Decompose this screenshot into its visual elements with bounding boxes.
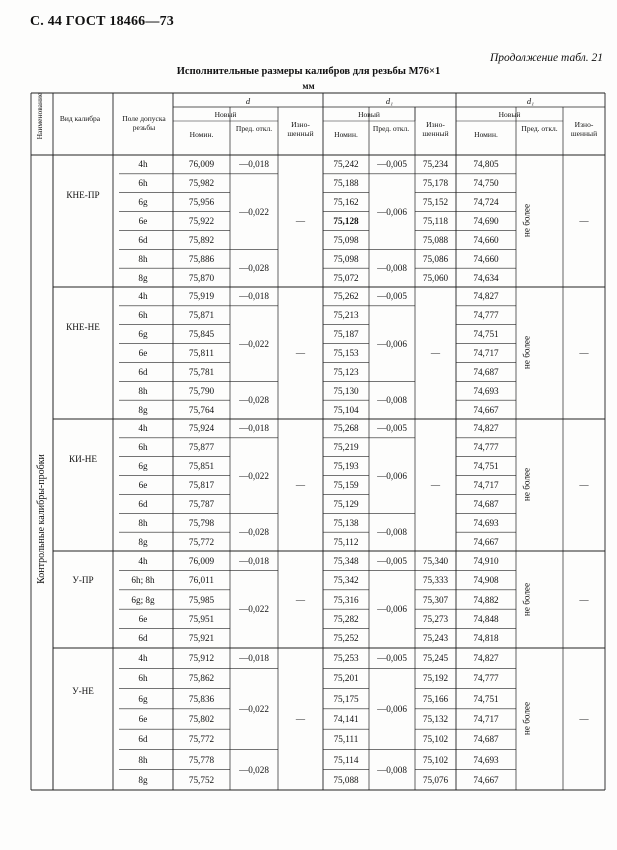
gauge-type-label: У-ПР xyxy=(72,575,94,586)
d-deviation-cell: —0,018 xyxy=(239,555,269,566)
d1-deviation-cell: —0,006 xyxy=(377,703,407,714)
d-nominal-cell: 75,951 xyxy=(188,613,215,624)
d-nominal-cell: 75,862 xyxy=(188,673,215,684)
d-nominal-cell: 75,790 xyxy=(188,385,215,396)
d-deviation-cell: —0,018 xyxy=(239,159,269,170)
d2-deviation-cell: не более xyxy=(521,335,532,370)
d-deviation-cell: —0,022 xyxy=(239,604,269,615)
d1-deviation-cell: —0,008 xyxy=(377,527,407,538)
d-deviation-cell: —0,028 xyxy=(239,263,269,274)
tolerance-field-cell: 6d xyxy=(138,234,148,245)
d1-worn-cell: 75,086 xyxy=(422,253,449,264)
tolerance-field-cell: 4h xyxy=(138,291,148,302)
continuation-label: Продолжение табл. 21 xyxy=(490,52,603,64)
tolerance-field-cell: 6e xyxy=(138,348,148,358)
d-nominal-cell: 75,845 xyxy=(188,329,215,340)
d-nominal-cell: 75,924 xyxy=(188,423,215,434)
d2-deviation-cell: не более xyxy=(521,467,532,502)
tolerance-field-cell: 8g xyxy=(138,272,148,283)
d-nominal-cell: 75,922 xyxy=(188,216,215,226)
d2-worn-cell: — xyxy=(579,480,589,490)
d-deviation-cell: —0,018 xyxy=(239,423,269,434)
d1-worn-cell: 75,152 xyxy=(422,197,449,208)
d1-nominal-cell: 75,123 xyxy=(333,366,359,377)
header-d1-new: Новый xyxy=(358,110,380,119)
tolerance-field-cell: 4h xyxy=(138,423,148,434)
d1-nominal-cell: 75,268 xyxy=(333,423,359,434)
d1-nominal-cell: 75,193 xyxy=(333,461,359,472)
d1-deviation-cell: —0,006 xyxy=(377,206,407,217)
d2-nominal-cell: 74,827 xyxy=(473,291,499,302)
tolerance-field-cell: 6h xyxy=(138,442,148,453)
tolerance-field-cell: 6h xyxy=(138,673,148,684)
d-nominal-cell: 75,985 xyxy=(188,594,215,605)
d1-nominal-cell: 75,088 xyxy=(333,774,359,785)
d2-nominal-cell: 74,717 xyxy=(473,348,499,358)
d-nominal-cell: 75,817 xyxy=(188,480,215,490)
tolerance-field-cell: 4h xyxy=(138,653,148,664)
d2-nominal-cell: 74,693 xyxy=(473,754,499,765)
d-nominal-cell: 75,752 xyxy=(188,774,215,785)
tolerance-field-cell: 6e xyxy=(138,613,148,624)
d1-worn-cell: 75,102 xyxy=(422,754,449,765)
d2-nominal-cell: 74,667 xyxy=(473,774,499,785)
d2-nominal-cell: 74,687 xyxy=(473,734,499,745)
header-d1-deviation: Пред. откл. xyxy=(372,124,410,133)
d1-nominal-cell: 75,252 xyxy=(333,633,359,644)
units-label: мм xyxy=(302,81,315,91)
d-worn-cell: — xyxy=(295,480,306,490)
d1-worn-cell: 75,340 xyxy=(422,555,449,566)
d1-deviation-cell: —0,008 xyxy=(377,395,407,406)
d1-worn-cell: — xyxy=(430,480,441,490)
d1-nominal-cell: 75,188 xyxy=(333,178,359,189)
d1-worn-cell: 75,273 xyxy=(422,613,449,624)
tolerance-field-cell: 6d xyxy=(138,734,148,745)
d1-nominal-cell: 75,072 xyxy=(333,272,359,283)
d2-nominal-cell: 74,667 xyxy=(473,404,499,415)
d-nominal-cell: 76,011 xyxy=(189,575,214,586)
d2-nominal-cell: 74,687 xyxy=(473,498,499,509)
d-nominal-cell: 75,802 xyxy=(188,714,215,724)
d1-nominal-cell: 75,159 xyxy=(333,480,359,490)
d2-worn-cell: — xyxy=(579,216,589,226)
d2-nominal-cell: 74,750 xyxy=(473,178,499,189)
header-d-deviation: Пред. откл. xyxy=(235,124,273,133)
d-nominal-cell: 75,836 xyxy=(188,693,215,704)
data-table xyxy=(31,93,605,790)
d1-nominal-cell: 75,129 xyxy=(333,498,359,509)
d1-nominal-cell: 75,098 xyxy=(333,253,359,264)
d2-nominal-cell: 74,908 xyxy=(473,575,499,586)
d1-nominal-cell: 75,187 xyxy=(333,329,359,340)
d1-nominal-cell: 75,262 xyxy=(333,291,359,302)
d-nominal-cell: 75,787 xyxy=(188,498,215,509)
header-d2-worn: Изно- шенный xyxy=(570,120,598,138)
d1-worn-cell: 75,088 xyxy=(422,234,449,245)
d2-nominal-cell: 74,717 xyxy=(473,480,499,490)
d-deviation-cell: —0,018 xyxy=(239,653,269,664)
d1-nominal-cell: 75,342 xyxy=(333,575,359,586)
d1-nominal-cell: 75,104 xyxy=(333,404,359,415)
d1-nominal-cell: 75,111 xyxy=(333,734,359,745)
d2-worn-cell: — xyxy=(579,714,589,724)
d-worn-cell: — xyxy=(295,348,306,358)
d2-nominal-cell: 74,818 xyxy=(473,633,499,644)
header-d1-nominal: Номин. xyxy=(334,130,358,139)
d-worn-cell: — xyxy=(295,594,306,605)
tolerance-field-cell: 6h; 8h xyxy=(131,575,155,586)
d1-worn-cell: 75,060 xyxy=(422,272,449,283)
tolerance-field-cell: 8g xyxy=(138,404,148,415)
d-nominal-cell: 75,764 xyxy=(188,404,215,415)
d1-deviation-cell: —0,005 xyxy=(377,159,407,170)
d-nominal-cell: 75,781 xyxy=(188,366,215,377)
d1-nominal-cell: 74,141 xyxy=(333,714,359,724)
d1-nominal-cell: 75,175 xyxy=(333,693,359,704)
header-d2: d₁ xyxy=(526,96,535,106)
tolerance-field-cell: 6d xyxy=(138,366,148,377)
tolerance-field-cell: 8g xyxy=(138,536,148,547)
d1-nominal-cell: 75,130 xyxy=(333,385,359,396)
gauge-type-label: КНЕ-НЕ xyxy=(66,321,100,332)
d1-worn-cell: 75,333 xyxy=(422,575,449,586)
d2-nominal-cell: 74,751 xyxy=(473,693,499,704)
d2-worn-cell: — xyxy=(579,348,589,358)
d1-nominal-cell: 75,316 xyxy=(333,594,359,605)
d1-worn-cell: 75,192 xyxy=(422,673,449,684)
d-nominal-cell: 75,912 xyxy=(188,653,215,664)
gauge-type-label: КНЕ-ПР xyxy=(66,189,100,200)
d-nominal-cell: 75,919 xyxy=(188,291,215,302)
d-nominal-cell: 76,009 xyxy=(188,159,215,170)
d1-worn-cell: 75,243 xyxy=(422,633,449,644)
d1-deviation-cell: —0,008 xyxy=(377,764,407,775)
page-header: С. 44 ГОСТ 18466—73 xyxy=(30,14,174,29)
tolerance-field-cell: 8h xyxy=(138,385,148,396)
gauge-type-label: У-НЕ xyxy=(72,685,94,696)
d2-nominal-cell: 74,634 xyxy=(473,272,499,283)
d1-nominal-cell: 75,153 xyxy=(333,348,359,358)
d1-nominal-cell: 75,201 xyxy=(333,673,359,684)
tolerance-field-cell: 6h xyxy=(138,310,148,321)
d2-nominal-cell: 74,882 xyxy=(473,594,499,605)
d-nominal-cell: 75,982 xyxy=(188,178,215,189)
header-d-nominal: Номин. xyxy=(189,130,214,139)
tolerance-field-cell: 8h xyxy=(138,754,148,765)
tolerance-field-cell: 6e xyxy=(138,714,148,724)
header-d2-deviation: Пред. откл. xyxy=(521,124,558,133)
table-title: Исполнительные размеры калибров для резьбы М76×1 xyxy=(176,66,441,77)
d1-deviation-cell: —0,005 xyxy=(377,291,407,302)
d-nominal-cell: 75,772 xyxy=(188,734,215,745)
d1-deviation-cell: —0,005 xyxy=(377,423,407,434)
d1-deviation-cell: —0,008 xyxy=(377,263,407,274)
d-deviation-cell: —0,028 xyxy=(239,395,269,406)
d1-worn-cell: 75,234 xyxy=(422,159,449,170)
d-deviation-cell: —0,022 xyxy=(239,470,269,481)
d2-nominal-cell: 74,751 xyxy=(473,461,499,472)
d-nominal-cell: 75,892 xyxy=(188,234,215,245)
d2-nominal-cell: 74,777 xyxy=(473,442,499,453)
d-nominal-cell: 75,778 xyxy=(188,754,215,765)
tolerance-field-cell: 6g xyxy=(138,461,148,472)
d2-nominal-cell: 74,777 xyxy=(473,310,499,321)
d1-nominal-cell: 75,219 xyxy=(333,442,359,453)
d1-worn-cell: — xyxy=(430,348,441,358)
d-deviation-cell: —0,022 xyxy=(239,206,269,217)
d1-deviation-cell: —0,005 xyxy=(377,653,407,664)
d2-nominal-cell: 74,690 xyxy=(473,216,499,226)
d-nominal-cell: 75,956 xyxy=(188,197,215,208)
tolerance-field-cell: 8h xyxy=(138,517,148,528)
d2-deviation-cell: не более xyxy=(521,203,532,238)
d-nominal-cell: 75,851 xyxy=(188,461,215,472)
header-d1-worn: Изно- шенный xyxy=(422,120,449,138)
header-d2-new: Новый xyxy=(498,110,521,119)
d-nominal-cell: 75,871 xyxy=(188,310,215,321)
d-nominal-cell: 75,798 xyxy=(188,517,215,528)
header-d2-nominal: Номин. xyxy=(474,130,498,139)
d1-nominal-cell: 75,114 xyxy=(333,754,359,765)
gauge-type-label: КИ-НЕ xyxy=(68,453,98,464)
header-d-worn: Изно- шенный xyxy=(287,120,314,138)
d1-worn-cell: 75,166 xyxy=(422,693,449,704)
d2-nominal-cell: 74,687 xyxy=(473,366,499,377)
d-worn-cell: — xyxy=(295,216,306,226)
d2-nominal-cell: 74,777 xyxy=(473,673,499,684)
tolerance-field-cell: 6g xyxy=(138,197,148,208)
tolerance-field-cell: 6g xyxy=(138,329,148,340)
d1-deviation-cell: —0,006 xyxy=(377,470,407,481)
d-nominal-cell: 76,009 xyxy=(188,555,215,566)
d1-nominal-cell: 75,112 xyxy=(333,536,359,547)
tolerance-field-cell: 6h xyxy=(138,178,148,189)
d2-nominal-cell: 74,693 xyxy=(473,385,499,396)
d1-nominal-cell: 75,213 xyxy=(333,310,359,321)
header-tolerance-field: Поле допуска резьбы xyxy=(122,114,166,132)
d1-deviation-cell: —0,005 xyxy=(377,555,407,566)
d1-nominal-cell: 75,128 xyxy=(333,216,359,226)
d-deviation-cell: —0,028 xyxy=(239,527,269,538)
d1-nominal-cell: 75,138 xyxy=(333,517,359,528)
d2-nominal-cell: 74,827 xyxy=(473,653,499,664)
d2-nominal-cell: 74,848 xyxy=(473,613,499,624)
d1-nominal-cell: 75,162 xyxy=(333,197,359,208)
d-worn-cell: — xyxy=(295,714,306,724)
d2-nominal-cell: 74,693 xyxy=(473,517,499,528)
header-gauge-type: Вид калибра xyxy=(59,114,101,123)
d2-nominal-cell: 74,660 xyxy=(473,253,499,264)
d1-nominal-cell: 75,098 xyxy=(333,234,359,245)
d1-nominal-cell: 75,242 xyxy=(333,159,359,170)
tolerance-field-cell: 6g; 8g xyxy=(131,594,155,605)
d1-worn-cell: 75,307 xyxy=(422,594,449,605)
d-nominal-cell: 75,811 xyxy=(189,348,214,358)
d2-deviation-cell: не более xyxy=(521,582,532,616)
header-d1: d₁ xyxy=(385,96,394,106)
d-deviation-cell: —0,022 xyxy=(239,703,269,714)
d2-worn-cell: — xyxy=(579,594,589,605)
d1-worn-cell: 75,178 xyxy=(422,178,449,189)
d1-nominal-cell: 75,348 xyxy=(333,555,359,566)
d-nominal-cell: 75,921 xyxy=(188,633,215,644)
d-nominal-cell: 75,870 xyxy=(188,272,215,283)
tolerance-field-cell: 4h xyxy=(138,555,148,566)
d2-nominal-cell: 74,805 xyxy=(473,159,499,170)
tolerance-field-cell: 6e xyxy=(138,480,148,490)
d-nominal-cell: 75,772 xyxy=(188,536,215,547)
side-label: Контрольные калибры-пробки xyxy=(36,454,47,584)
d1-nominal-cell: 75,282 xyxy=(333,613,359,624)
header-d-new: Новый xyxy=(214,110,237,119)
d1-worn-cell: 75,245 xyxy=(422,653,449,664)
d1-nominal-cell: 75,253 xyxy=(333,653,359,664)
tolerance-field-cell: 6e xyxy=(138,216,148,226)
tolerance-field-cell: 6d xyxy=(138,498,148,509)
header-d: d xyxy=(245,96,251,106)
d1-worn-cell: 75,118 xyxy=(423,216,448,226)
d2-nominal-cell: 74,667 xyxy=(473,536,499,547)
d-nominal-cell: 75,886 xyxy=(188,253,215,264)
d-deviation-cell: —0,028 xyxy=(239,764,269,775)
header-name-column: Наименование xyxy=(35,92,44,140)
d1-worn-cell: 75,076 xyxy=(422,774,449,785)
tolerance-field-cell: 6g xyxy=(138,693,148,704)
d2-nominal-cell: 74,660 xyxy=(473,234,499,245)
tolerance-field-cell: 6d xyxy=(138,633,148,644)
d2-nominal-cell: 74,724 xyxy=(473,197,499,208)
tolerance-field-cell: 4h xyxy=(138,159,148,170)
d1-deviation-cell: —0,006 xyxy=(377,604,407,615)
d2-deviation-cell: не более xyxy=(521,701,532,736)
d-deviation-cell: —0,022 xyxy=(239,338,269,349)
tolerance-field-cell: 8h xyxy=(138,253,148,264)
d1-deviation-cell: —0,006 xyxy=(377,338,407,349)
d2-nominal-cell: 74,910 xyxy=(473,555,499,566)
d2-nominal-cell: 74,751 xyxy=(473,329,499,340)
d1-worn-cell: 75,102 xyxy=(422,734,449,745)
tolerance-field-cell: 8g xyxy=(138,774,148,785)
d-deviation-cell: —0,018 xyxy=(239,291,269,302)
d-nominal-cell: 75,877 xyxy=(188,442,215,453)
d2-nominal-cell: 74,827 xyxy=(473,423,499,434)
d2-nominal-cell: 74,717 xyxy=(473,714,499,724)
d1-worn-cell: 75,132 xyxy=(422,714,449,724)
